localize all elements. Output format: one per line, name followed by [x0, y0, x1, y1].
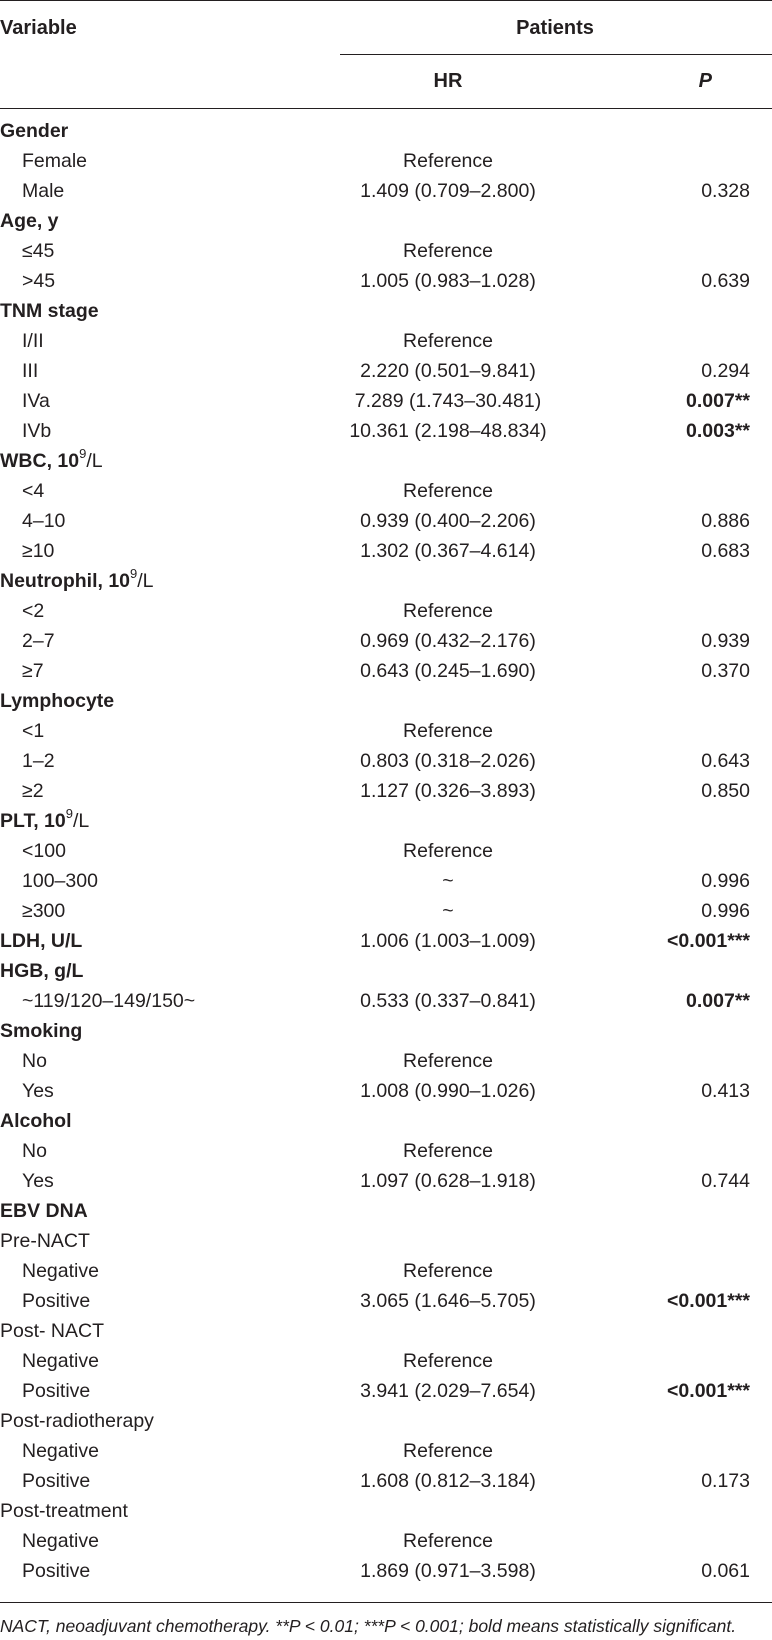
row-hr-value: 1.302 (0.367–4.614): [360, 540, 536, 562]
table-row: [0, 686, 772, 716]
row-variable-label: IVa: [22, 390, 50, 412]
row-hr-value: 1.869 (0.971–3.598): [360, 1560, 536, 1582]
row-variable-label: Pre-NACT: [0, 1230, 90, 1252]
row-variable-label: Post- NACT: [0, 1320, 105, 1342]
row-variable-label: No: [22, 1140, 47, 1162]
row-p-value: 0.996: [701, 900, 750, 922]
row-hr-value: Reference: [403, 1140, 493, 1162]
table-row: [0, 1046, 772, 1076]
table-row: [0, 656, 772, 686]
row-variable-label: Yes: [22, 1170, 54, 1192]
table-row: [0, 836, 772, 866]
unit-exponent: 9: [130, 565, 138, 581]
row-hr-value: Reference: [403, 1050, 493, 1072]
table-row: [0, 1316, 772, 1346]
row-hr-value: 1.097 (0.628–1.918): [360, 1170, 536, 1192]
row-hr-value: 0.969 (0.432–2.176): [360, 630, 536, 652]
row-p-value: 0.639: [701, 270, 750, 292]
row-variable-label: Negative: [22, 1350, 99, 1372]
row-variable-label: 1–2: [22, 750, 55, 772]
row-variable-label: Positive: [22, 1470, 91, 1492]
row-variable-label: Male: [22, 180, 65, 202]
table-row: [0, 206, 772, 236]
row-variable-label: <1: [22, 720, 45, 742]
table-row: [0, 926, 772, 956]
row-variable-label: <4: [22, 480, 45, 502]
row-hr-value: 3.941 (2.029–7.654): [360, 1380, 536, 1402]
table-row: [0, 146, 772, 176]
row-variable-label: ≥10: [22, 540, 55, 562]
table-row: [0, 1466, 772, 1496]
table-row: [0, 746, 772, 776]
row-variable-label: Post-radiotherapy: [0, 1410, 154, 1432]
table-footnote: NACT, neoadjuvant chemotherapy. **P < 0.01; ***P < 0.001; bold means statistically significant.: [0, 1616, 737, 1636]
table-row: [0, 596, 772, 626]
row-variable-label: Smoking: [0, 1020, 83, 1042]
table-row: [0, 896, 772, 926]
row-hr-value: 1.006 (1.003–1.009): [360, 930, 536, 952]
row-variable-label: ~119/120–149/150~: [22, 990, 196, 1012]
row-variable-label: III: [22, 360, 39, 382]
row-variable-label: Alcohol: [0, 1110, 72, 1132]
table-row: [0, 1346, 772, 1376]
row-hr-value: ~: [442, 870, 454, 892]
table-row: [0, 1376, 772, 1406]
row-hr-value: Reference: [403, 480, 493, 502]
column-header-p: P: [698, 70, 712, 92]
row-variable-label: Female: [22, 150, 88, 172]
table-row: [0, 1226, 772, 1256]
row-p-value: <0.001***: [667, 930, 750, 952]
unit-suffix: /L: [86, 450, 103, 472]
unit-exponent: 9: [79, 445, 87, 461]
table-row: [0, 776, 772, 806]
group-header-rule: [340, 54, 772, 55]
row-variable-label: ≤45: [22, 240, 55, 262]
row-p-value: 0.328: [701, 180, 750, 202]
table-row: [0, 626, 772, 656]
row-variable-label: Age, y: [0, 210, 59, 232]
row-variable-label: ≥7: [22, 660, 44, 682]
unit-suffix: /L: [72, 810, 90, 832]
table-row: [0, 476, 772, 506]
row-p-value: 0.850: [701, 780, 750, 802]
row-p-value: <0.001***: [667, 1290, 750, 1312]
row-variable-label: No: [22, 1050, 47, 1072]
row-variable-label: Neutrophil, $10^9/L$: [0, 565, 154, 592]
table-row: [0, 536, 772, 566]
row-hr-value: 1.608 (0.812–3.184): [360, 1470, 536, 1492]
row-variable-label: LDH, U/L: [0, 930, 83, 952]
table-row: [0, 506, 772, 536]
column-header-patients: Patients: [516, 17, 594, 39]
row-hr-value: 1.409 (0.709–2.800): [360, 180, 536, 202]
table-row: [0, 1166, 772, 1196]
table-row: [0, 416, 772, 446]
row-variable-label: Yes: [22, 1080, 54, 1102]
table-row: [0, 266, 772, 296]
row-hr-value: 3.065 (1.646–5.705): [360, 1290, 536, 1312]
row-hr-value: Reference: [403, 150, 493, 172]
table-row: [0, 956, 772, 986]
table-row: [0, 326, 772, 356]
row-variable-label: 2–7: [22, 630, 55, 652]
row-hr-value: Reference: [403, 840, 493, 862]
table-row: [0, 356, 772, 386]
table-row: [0, 1256, 772, 1286]
row-variable-label: ≥300: [22, 900, 66, 922]
row-hr-value: 7.289 (1.743–30.481): [354, 390, 542, 412]
row-hr-value: 10.361 (2.198–48.834): [349, 420, 547, 442]
row-p-value: 0.996: [701, 870, 750, 892]
row-p-value: 0.683: [701, 540, 750, 562]
row-variable-label: EBV DNA: [0, 1200, 88, 1222]
row-hr-value: 1.008 (0.990–1.026): [360, 1080, 536, 1102]
table-row: [0, 1496, 772, 1526]
row-hr-value: Reference: [403, 1260, 493, 1282]
row-hr-value: ~: [442, 900, 454, 922]
row-variable-label: TNM stage: [0, 300, 99, 322]
row-hr-value: Reference: [403, 1530, 493, 1552]
row-variable-label: IVb: [22, 420, 52, 442]
table-row: [0, 566, 772, 596]
table-row: [0, 446, 772, 476]
row-p-value: <0.001***: [667, 1380, 750, 1402]
row-p-value: 0.173: [701, 1470, 750, 1492]
header-bottom-rule: [0, 108, 772, 109]
table-row: [0, 236, 772, 266]
row-variable-label: Lymphocyte: [0, 690, 115, 712]
column-header-variable: Variable: [0, 17, 77, 39]
table-row: [0, 1556, 772, 1586]
row-variable-label: WBC, $10^9/L$: [0, 445, 103, 472]
row-p-value: 0.643: [701, 750, 750, 772]
table-row: [0, 1436, 772, 1466]
row-variable-label: ≥2: [22, 780, 44, 802]
row-variable-label: >45: [22, 270, 56, 292]
table-row: [0, 1016, 772, 1046]
row-hr-value: 1.005 (0.983–1.028): [360, 270, 536, 292]
table-body: [0, 116, 772, 1586]
row-hr-value: Reference: [403, 720, 493, 742]
row-variable-label: Positive: [22, 1380, 91, 1402]
table-row: [0, 1406, 772, 1436]
unit-exponent: 9: [65, 805, 73, 821]
table-bottom-rule: [0, 1602, 772, 1603]
row-variable-label: PLT, $10^9/L$: [0, 805, 90, 832]
row-variable-label: Gender: [0, 120, 69, 142]
row-hr-value: Reference: [403, 1440, 493, 1462]
table-row: [0, 176, 772, 206]
row-variable-label: I/II: [22, 330, 44, 352]
unit-suffix: /L: [137, 570, 154, 592]
row-hr-value: 1.127 (0.326–3.893): [360, 780, 536, 802]
table-row: [0, 116, 772, 146]
row-hr-value: 0.643 (0.245–1.690): [360, 660, 536, 682]
table-row: [0, 1106, 772, 1136]
row-p-value: 0.939: [701, 630, 750, 652]
row-variable-label: HGB, g/L: [0, 960, 84, 982]
table-row: [0, 386, 772, 416]
table-row: [0, 986, 772, 1016]
row-variable-label: 100–300: [22, 870, 98, 892]
row-variable-label: Positive: [22, 1290, 91, 1312]
table-row: [0, 1196, 772, 1226]
column-header-hr: HR: [433, 70, 463, 92]
row-variable-label: Positive: [22, 1560, 91, 1582]
row-hr-value: 0.939 (0.400–2.206): [360, 510, 536, 532]
row-p-value: 0.413: [701, 1080, 750, 1102]
table-row: [0, 1286, 772, 1316]
row-hr-value: 0.803 (0.318–2.026): [360, 750, 536, 772]
row-p-value: 0.003**: [686, 420, 750, 442]
row-p-value: 0.744: [701, 1170, 750, 1192]
table-top-rule: [0, 0, 772, 1]
row-p-value: 0.061: [701, 1560, 750, 1582]
row-p-value: 0.007**: [686, 390, 750, 412]
table-row: [0, 866, 772, 896]
row-variable-label: <100: [22, 840, 66, 862]
row-variable-label: Negative: [22, 1440, 99, 1462]
row-p-value: 0.886: [701, 510, 750, 532]
table-row: [0, 296, 772, 326]
row-variable-label: 4–10: [22, 510, 66, 532]
row-p-value: 0.294: [701, 360, 750, 382]
row-p-value: 0.370: [701, 660, 750, 682]
table-row: [0, 1136, 772, 1166]
table-row: [0, 716, 772, 746]
row-hr-value: Reference: [403, 330, 493, 352]
row-variable-label: Post-treatment: [0, 1500, 128, 1522]
row-hr-value: 2.220 (0.501–9.841): [360, 360, 536, 382]
table-row: [0, 806, 772, 836]
row-hr-value: Reference: [403, 600, 493, 622]
row-hr-value: Reference: [403, 1350, 493, 1372]
row-variable-label: Negative: [22, 1530, 99, 1552]
table-row: [0, 1526, 772, 1556]
table-row: [0, 1076, 772, 1106]
row-hr-value: Reference: [403, 240, 493, 262]
row-hr-value: 0.533 (0.337–0.841): [360, 990, 536, 1012]
row-variable-label: <2: [22, 600, 45, 622]
row-p-value: 0.007**: [686, 990, 750, 1012]
row-variable-label: Negative: [22, 1260, 99, 1282]
